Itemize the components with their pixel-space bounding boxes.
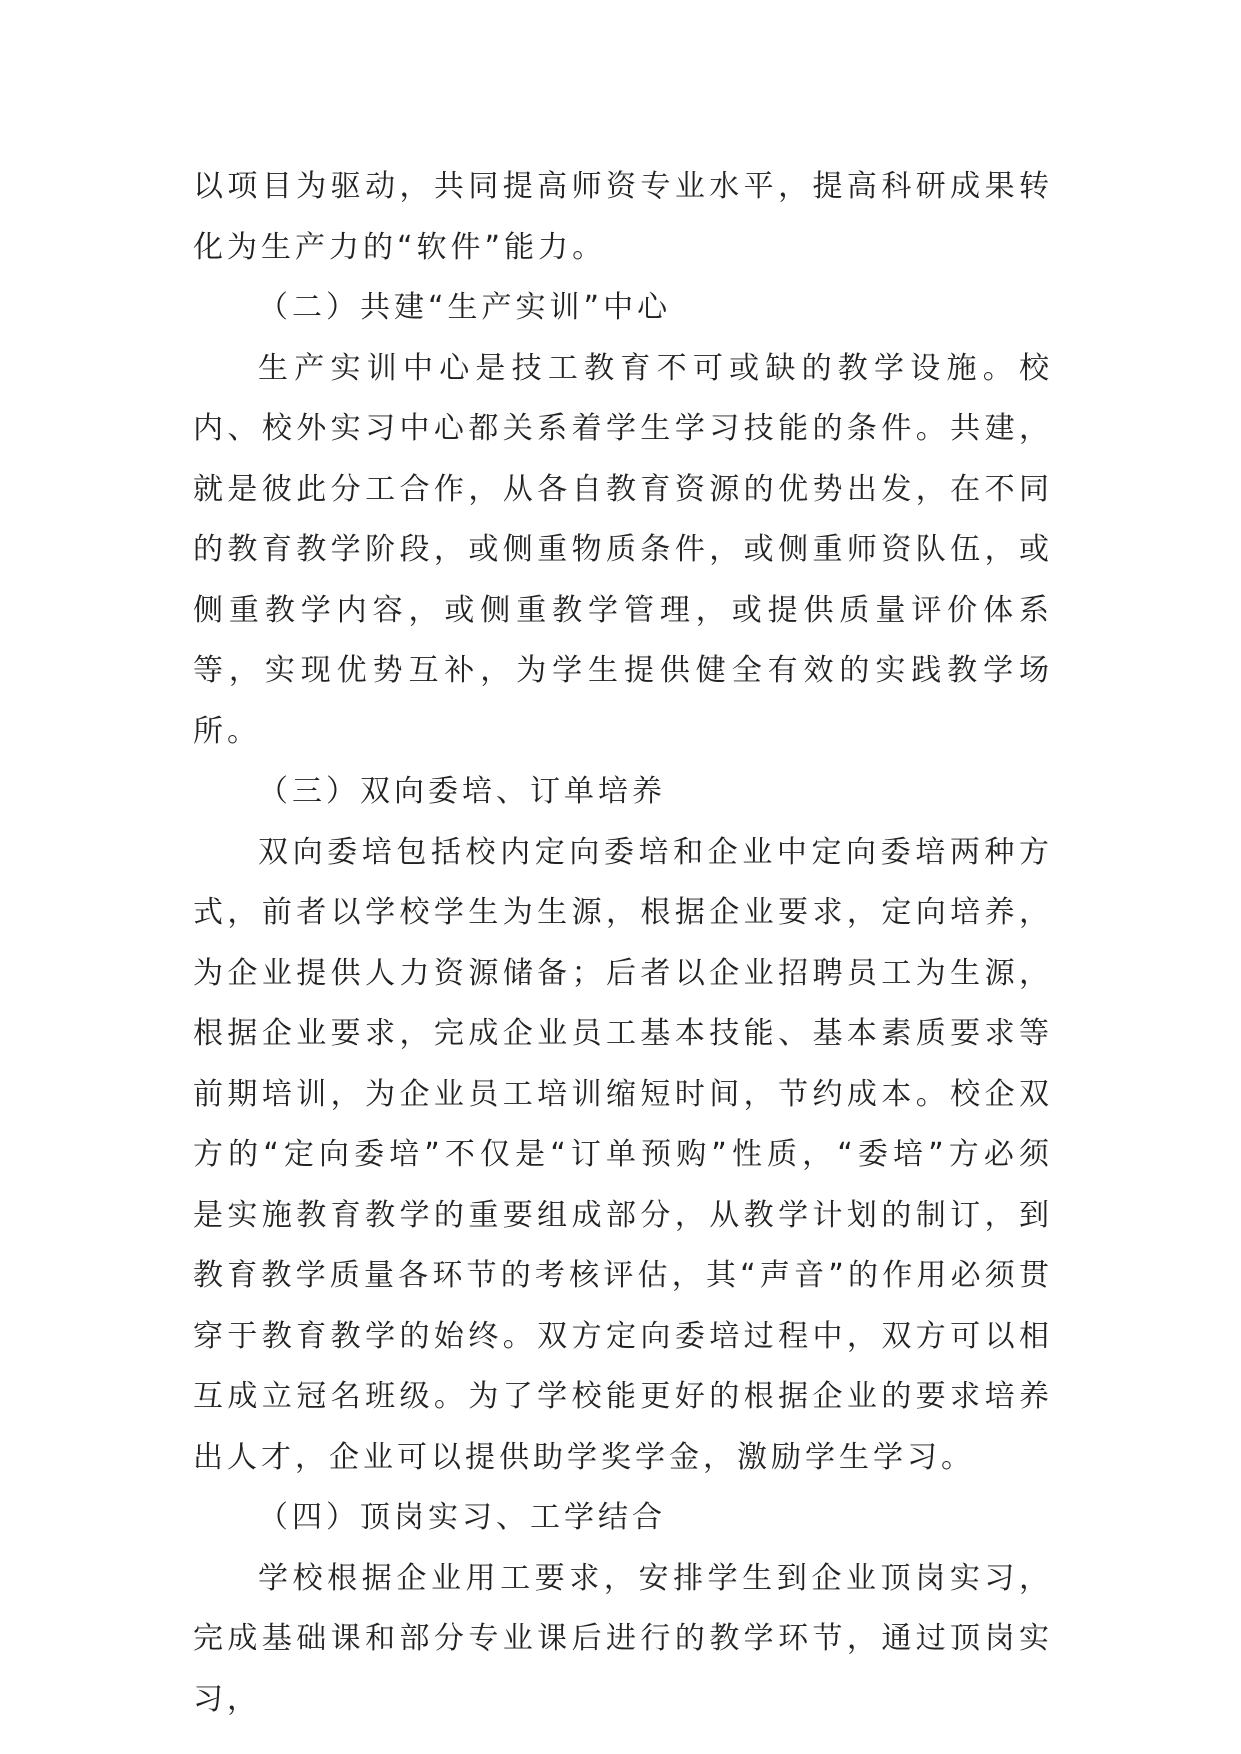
section-heading-3: （三）双向委培、订单培养 [258,774,666,809]
paragraph-continuation: 以项目为驱动，共同提高师资专业水平，提高科研成果转化为生产力的“软件”能力。 [193,169,1053,265]
section-heading-4: （四）顶岗实习、工学结合 [258,1500,666,1535]
document-page [193,157,1053,1730]
section-heading-2: （二）共建“生产实训”中心 [258,290,672,325]
paragraph-training-center: 生产实训中心是技工教育不可或缺的教学设施。校内、校外实习中心都关系着学生学习技能的条件。共建，就是彼此分工合作，从各自教育资源的优势出发，在不同的教育教学阶段，或侧重物质条件，或侧重师资队伍，或侧重教学内容，或侧重教学管理，或提供质量评价体系等，实现优势互补，为学生提供健全有效的实践教学场所。 [193,350,1053,749]
paragraph-commissioned-training: 双向委培包括校内定向委培和企业中定向委培两种方式，前者以学校学生为生源，根据企业要求，定向培养，为企业提供人力资源储备；后者以企业招聘员工为生源，根据企业要求，完成企业员工基本技能、基本素质要求等前期培训，为企业员工培训缩短时间，节约成本。校企双方的“定向委培”不仅是“订单预购”性质，“委培”方必须是实施教育教学的重要组成部分，从教学计划的制订，到教育教学质量各环节的考核评估，其“声音”的作用必须贯穿于教育教学的始终。双方定向委培过程中，双方可以相互成立冠名班级。为了学校能更好的根据企业的要求培养出人才，企业可以提供助学奖学金，激励学生学习。 [193,834,1053,1475]
paragraph-internship: 学校根据企业用工要求，安排学生到企业顶岗实习，完成基础课和部分专业课后进行的教学环节，通过顶岗实习， [193,1560,1053,1717]
